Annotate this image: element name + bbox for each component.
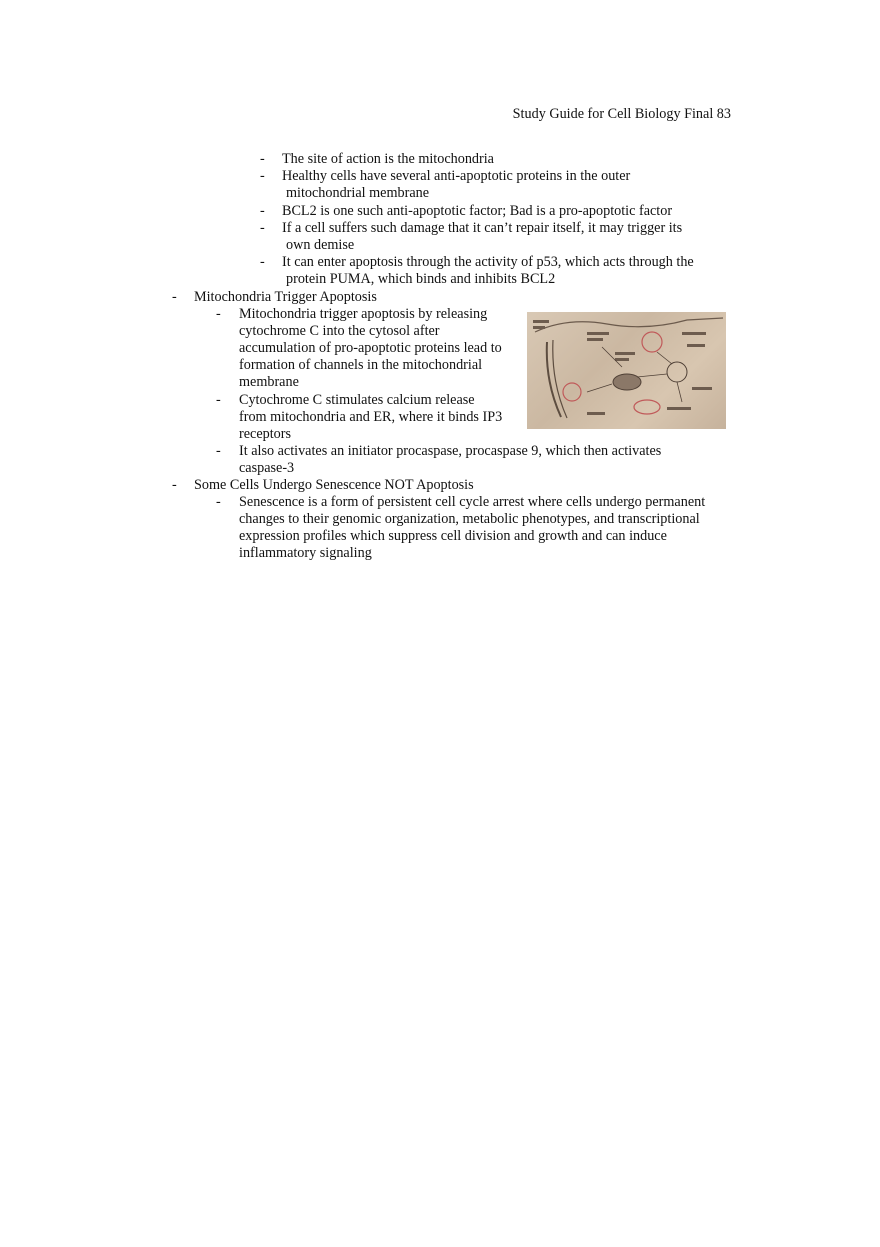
apoptosis-diagram-photo [527,312,726,429]
list-item-text: membrane [239,374,299,390]
section-heading: Some Cells Undergo Senescence NOT Apoptosis [194,477,474,493]
list-item-text: BCL2 is one such anti-apoptotic factor; Bad is a pro-apoptotic factor [282,203,673,219]
list-bullet: - [172,477,177,493]
list-item-text: own demise [286,237,355,253]
list-item-text: It can enter apoptosis through the activity of p53, which acts through the [282,254,694,270]
list-item-text: Healthy cells have several anti-apoptotic proteins in the outer [282,168,631,184]
list-item-text: mitochondrial membrane [286,185,430,201]
list-item-text: receptors [239,426,291,442]
list-item-text: If a cell suffers such damage that it can’t repair itself, it may trigger its [282,220,683,236]
list-item-text: inflammatory signaling [239,545,372,561]
list-item-text: from mitochondria and ER, where it binds IP3 [239,409,503,425]
list-bullet: - [260,220,265,236]
list-item-text: accumulation of pro-apoptotic proteins lead to [239,340,502,356]
list-item-text: expression profiles which suppress cell division and growth and can induce [239,528,667,544]
list-item-text: Mitochondria trigger apoptosis by releasing [239,306,488,322]
list-item-text: Cytochrome C stimulates calcium release [239,392,475,408]
list-bullet: - [260,254,265,270]
list-bullet: - [172,289,177,305]
list-item-text: It also activates an initiator procaspase, procaspase 9, which then activates [239,443,662,459]
diagram-sketch [527,312,726,429]
list-item-text: formation of channels in the mitochondrial [239,357,483,373]
list-bullet: - [260,168,265,184]
list-bullet: - [216,392,221,408]
list-item-text: protein PUMA, which binds and inhibits BCL2 [286,271,556,287]
list-item-text: cytochrome C into the cytosol after [239,323,440,339]
list-item-text: The site of action is the mitochondria [282,151,494,167]
list-item-text: caspase-3 [239,460,295,476]
list-bullet: - [260,203,265,219]
list-bullet: - [216,494,221,510]
list-bullet: - [216,306,221,322]
list-item-text: changes to their genomic organization, metabolic phenotypes, and transcriptional [239,511,700,527]
list-item-text: Senescence is a form of persistent cell cycle arrest where cells undergo permanent [239,494,706,510]
list-bullet: - [260,151,265,167]
page-header: Study Guide for Cell Biology Final 83 [512,106,731,122]
section-heading: Mitochondria Trigger Apoptosis [194,289,377,305]
list-bullet: - [216,443,221,459]
